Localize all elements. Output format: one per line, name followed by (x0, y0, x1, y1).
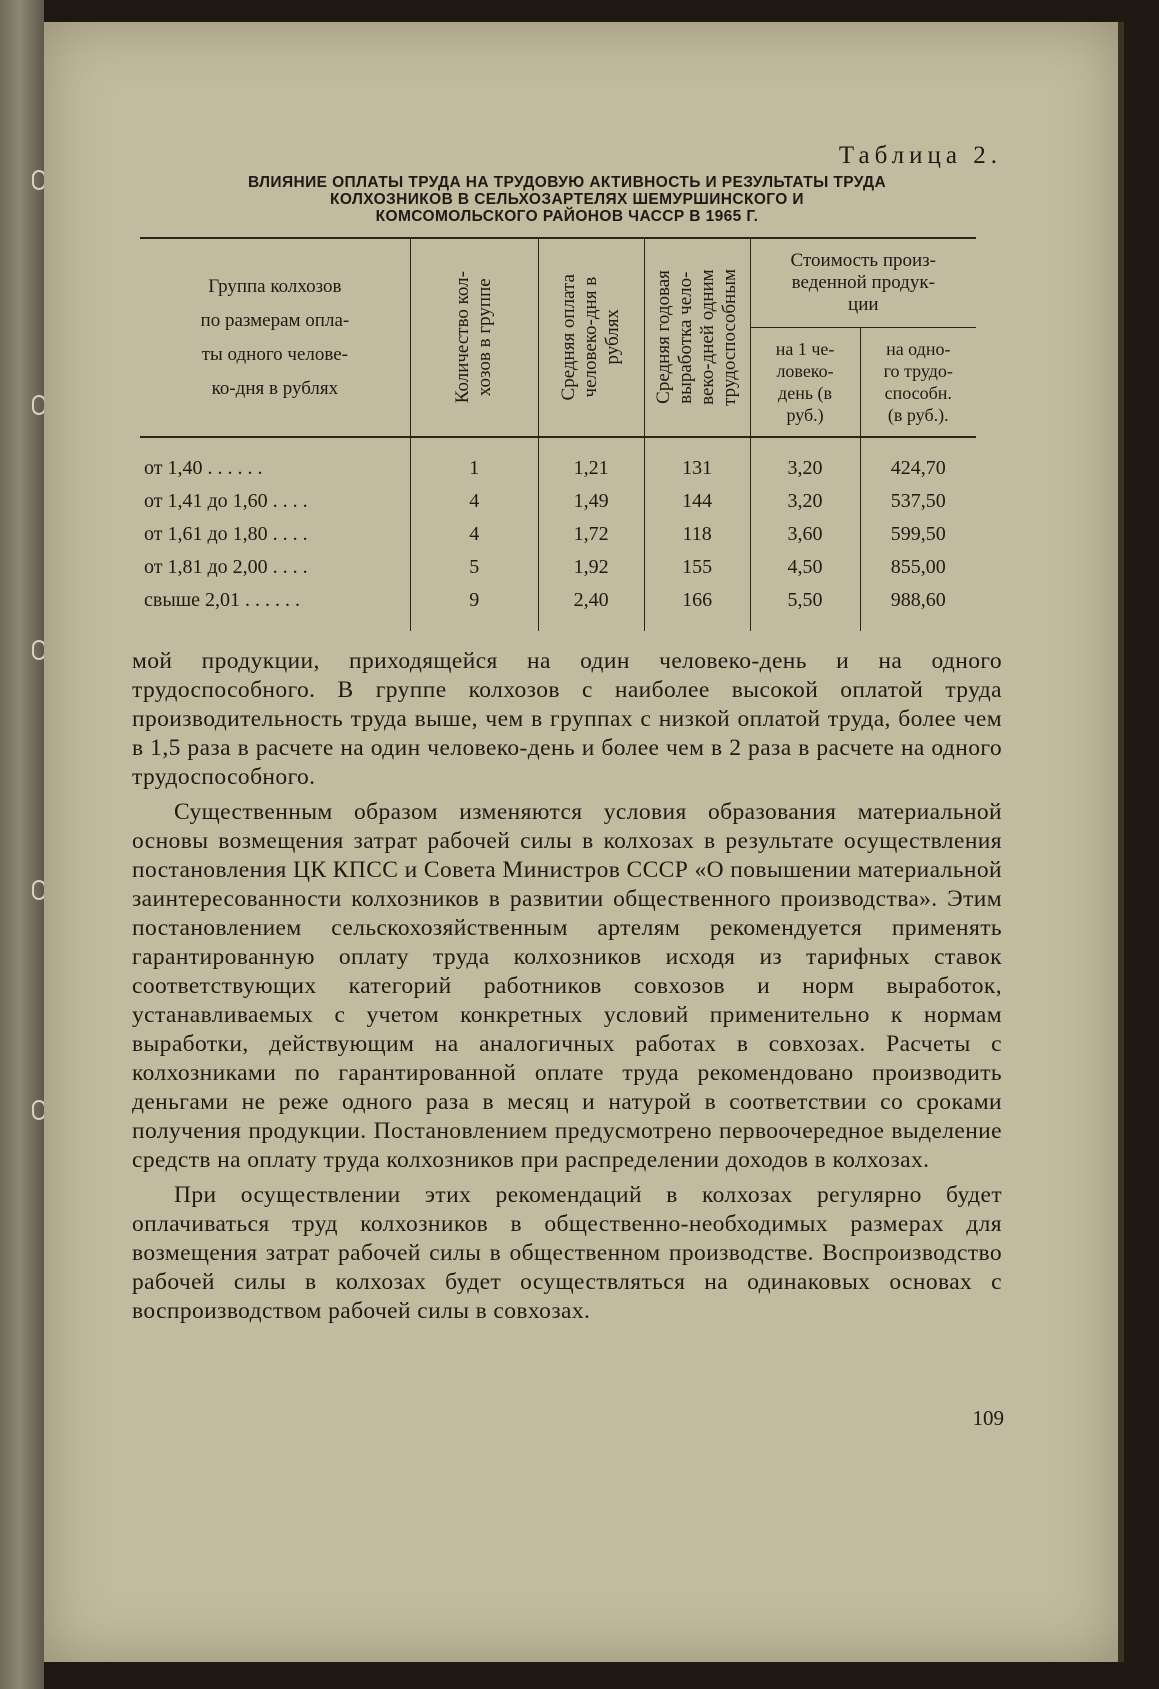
table-row (140, 485, 976, 518)
cell-cost-per-day: 3,20 (750, 485, 860, 518)
cell-avg-output: 131 (644, 437, 750, 485)
table-row (140, 584, 976, 631)
table-label: Таблица 2. (838, 142, 1002, 169)
table-row (140, 518, 976, 551)
cell-count: 4 (410, 485, 538, 518)
table-title-line: КОЛХОЗНИКОВ В СЕЛЬХОЗАРТЕЛЯХ ШЕМУРШИНСКОГО И (330, 191, 804, 208)
cell-cost-per-worker: 988,60 (860, 584, 976, 631)
table-title-line: КОМСОМОЛЬСКОГО РАЙОНОВ ЧАССР В 1965 Г. (375, 208, 759, 225)
cell-avg-pay: 1,21 (538, 437, 644, 485)
header-count: Количество кол- хозов в группе (410, 238, 538, 437)
body-text (132, 647, 1002, 1326)
cell-group: свыше 2,01 . . . . . . (144, 589, 301, 611)
header-cost-per-worker: на одно- го трудо- способн. (в руб.). (860, 328, 976, 438)
data-table (140, 237, 976, 631)
cell-group: от 1,81 до 2,00 . . . . (144, 556, 308, 578)
table-title-line: ВЛИЯНИЕ ОПЛАТЫ ТРУДА НА ТРУДОВУЮ АКТИВНОСТЬ И РЕЗУЛЬТАТЫ ТРУДА (247, 174, 887, 191)
cell-avg-pay: 1,49 (538, 485, 644, 518)
cell-avg-pay: 2,40 (538, 584, 644, 631)
cell-cost-per-day: 4,50 (750, 551, 860, 584)
cell-group: от 1,41 до 1,60 . . . . (144, 490, 308, 512)
header-cost: Стоимость произ- веденной продук- ции (750, 238, 976, 328)
paragraph: мой продукции, приходящейся на один человеко-день и на одного трудоспособного. В группе колхозов с наиболее высокой оплатой труда производительность труда выше, чем в группах с низкой оплатой труда, более чем в 1,5 раза в расчете на один человеко-день и более чем в 2 раза в расчете на одного трудоспособного. (132, 648, 1002, 790)
table-row (140, 551, 976, 584)
cell-cost-per-worker: 424,70 (860, 437, 976, 485)
cell-group: от 1,61 до 1,80 . . . . (144, 523, 308, 545)
cell-avg-output: 166 (644, 584, 750, 631)
page-number: 109 (972, 1406, 1004, 1430)
paragraph: При осуществлении этих рекомендаций в колхозах регулярно будет оплачиваться труд колхозников в общественно-необходимых размерах для возмещения затрат рабочей силы в общественном производстве. Воспроизводство рабочей силы в колхозах будет осуществляться на одинаковых основах с воспроизводством рабочей силы в совхозах. (132, 1182, 1002, 1324)
page-content (132, 142, 1002, 1332)
cell-group: от 1,40 . . . . . . (144, 457, 263, 479)
cell-cost-per-day: 5,50 (750, 584, 860, 631)
cell-count: 5 (410, 551, 538, 584)
cell-cost-per-worker: 855,00 (860, 551, 976, 584)
cell-avg-output: 155 (644, 551, 750, 584)
cell-count: 1 (410, 437, 538, 485)
cell-avg-pay: 1,72 (538, 518, 644, 551)
cell-count: 9 (410, 584, 538, 631)
cell-cost-per-day: 3,60 (750, 518, 860, 551)
adjacent-page-edge (0, 0, 44, 1689)
paragraph: Существенным образом изменяются условия образования материальной основы возмещения затрат рабочей силы в колхозах в результате осуществления постановления ЦК КПСС и Совета Министров СССР «О повышении материальной заинтересованности колхозников в развитии общественного производства». Этим постановлением сельскохозяйственным артелям рекомендуется применять гарантированную оплату труда колхозников исходя из тарифных ставок соответствующих категорий работников совхозов и норм выработок, устанавливаемых с учетом конкретных условий применительно к нормам выработки, действующим на аналогичных работах в совхозах. Расчеты с колхозниками по гарантированной оплате труда рекомендовано производить деньгами не реже одного раза в месяц и натурой в соответствии со сроками получения продукции. Постановлением предусмотрено первоочередное выделение средств на оплату труда колхозников при распределении доходов в колхозах. (132, 799, 1002, 1173)
header-group: Группа колхозов по размерам опла- ты одного челове- ко-дня в рублях (140, 238, 410, 437)
book-page (44, 22, 1124, 1662)
cell-avg-output: 118 (644, 518, 750, 551)
cell-avg-output: 144 (644, 485, 750, 518)
header-cost-per-day: на 1 че- ловеко- день (в руб.) (750, 328, 860, 438)
cell-count: 4 (410, 518, 538, 551)
cell-cost-per-worker: 599,50 (860, 518, 976, 551)
cell-cost-per-worker: 537,50 (860, 485, 976, 518)
cell-cost-per-day: 3,20 (750, 437, 860, 485)
table-row (140, 437, 976, 485)
cell-avg-pay: 1,92 (538, 551, 644, 584)
header-avg-output: Средняя годовая выработка чело- веко-дней одним трудоспособным (644, 238, 750, 437)
header-avg-pay: Средняя оплата человеко-дня в рублях (538, 238, 644, 437)
table-title (132, 174, 1002, 225)
